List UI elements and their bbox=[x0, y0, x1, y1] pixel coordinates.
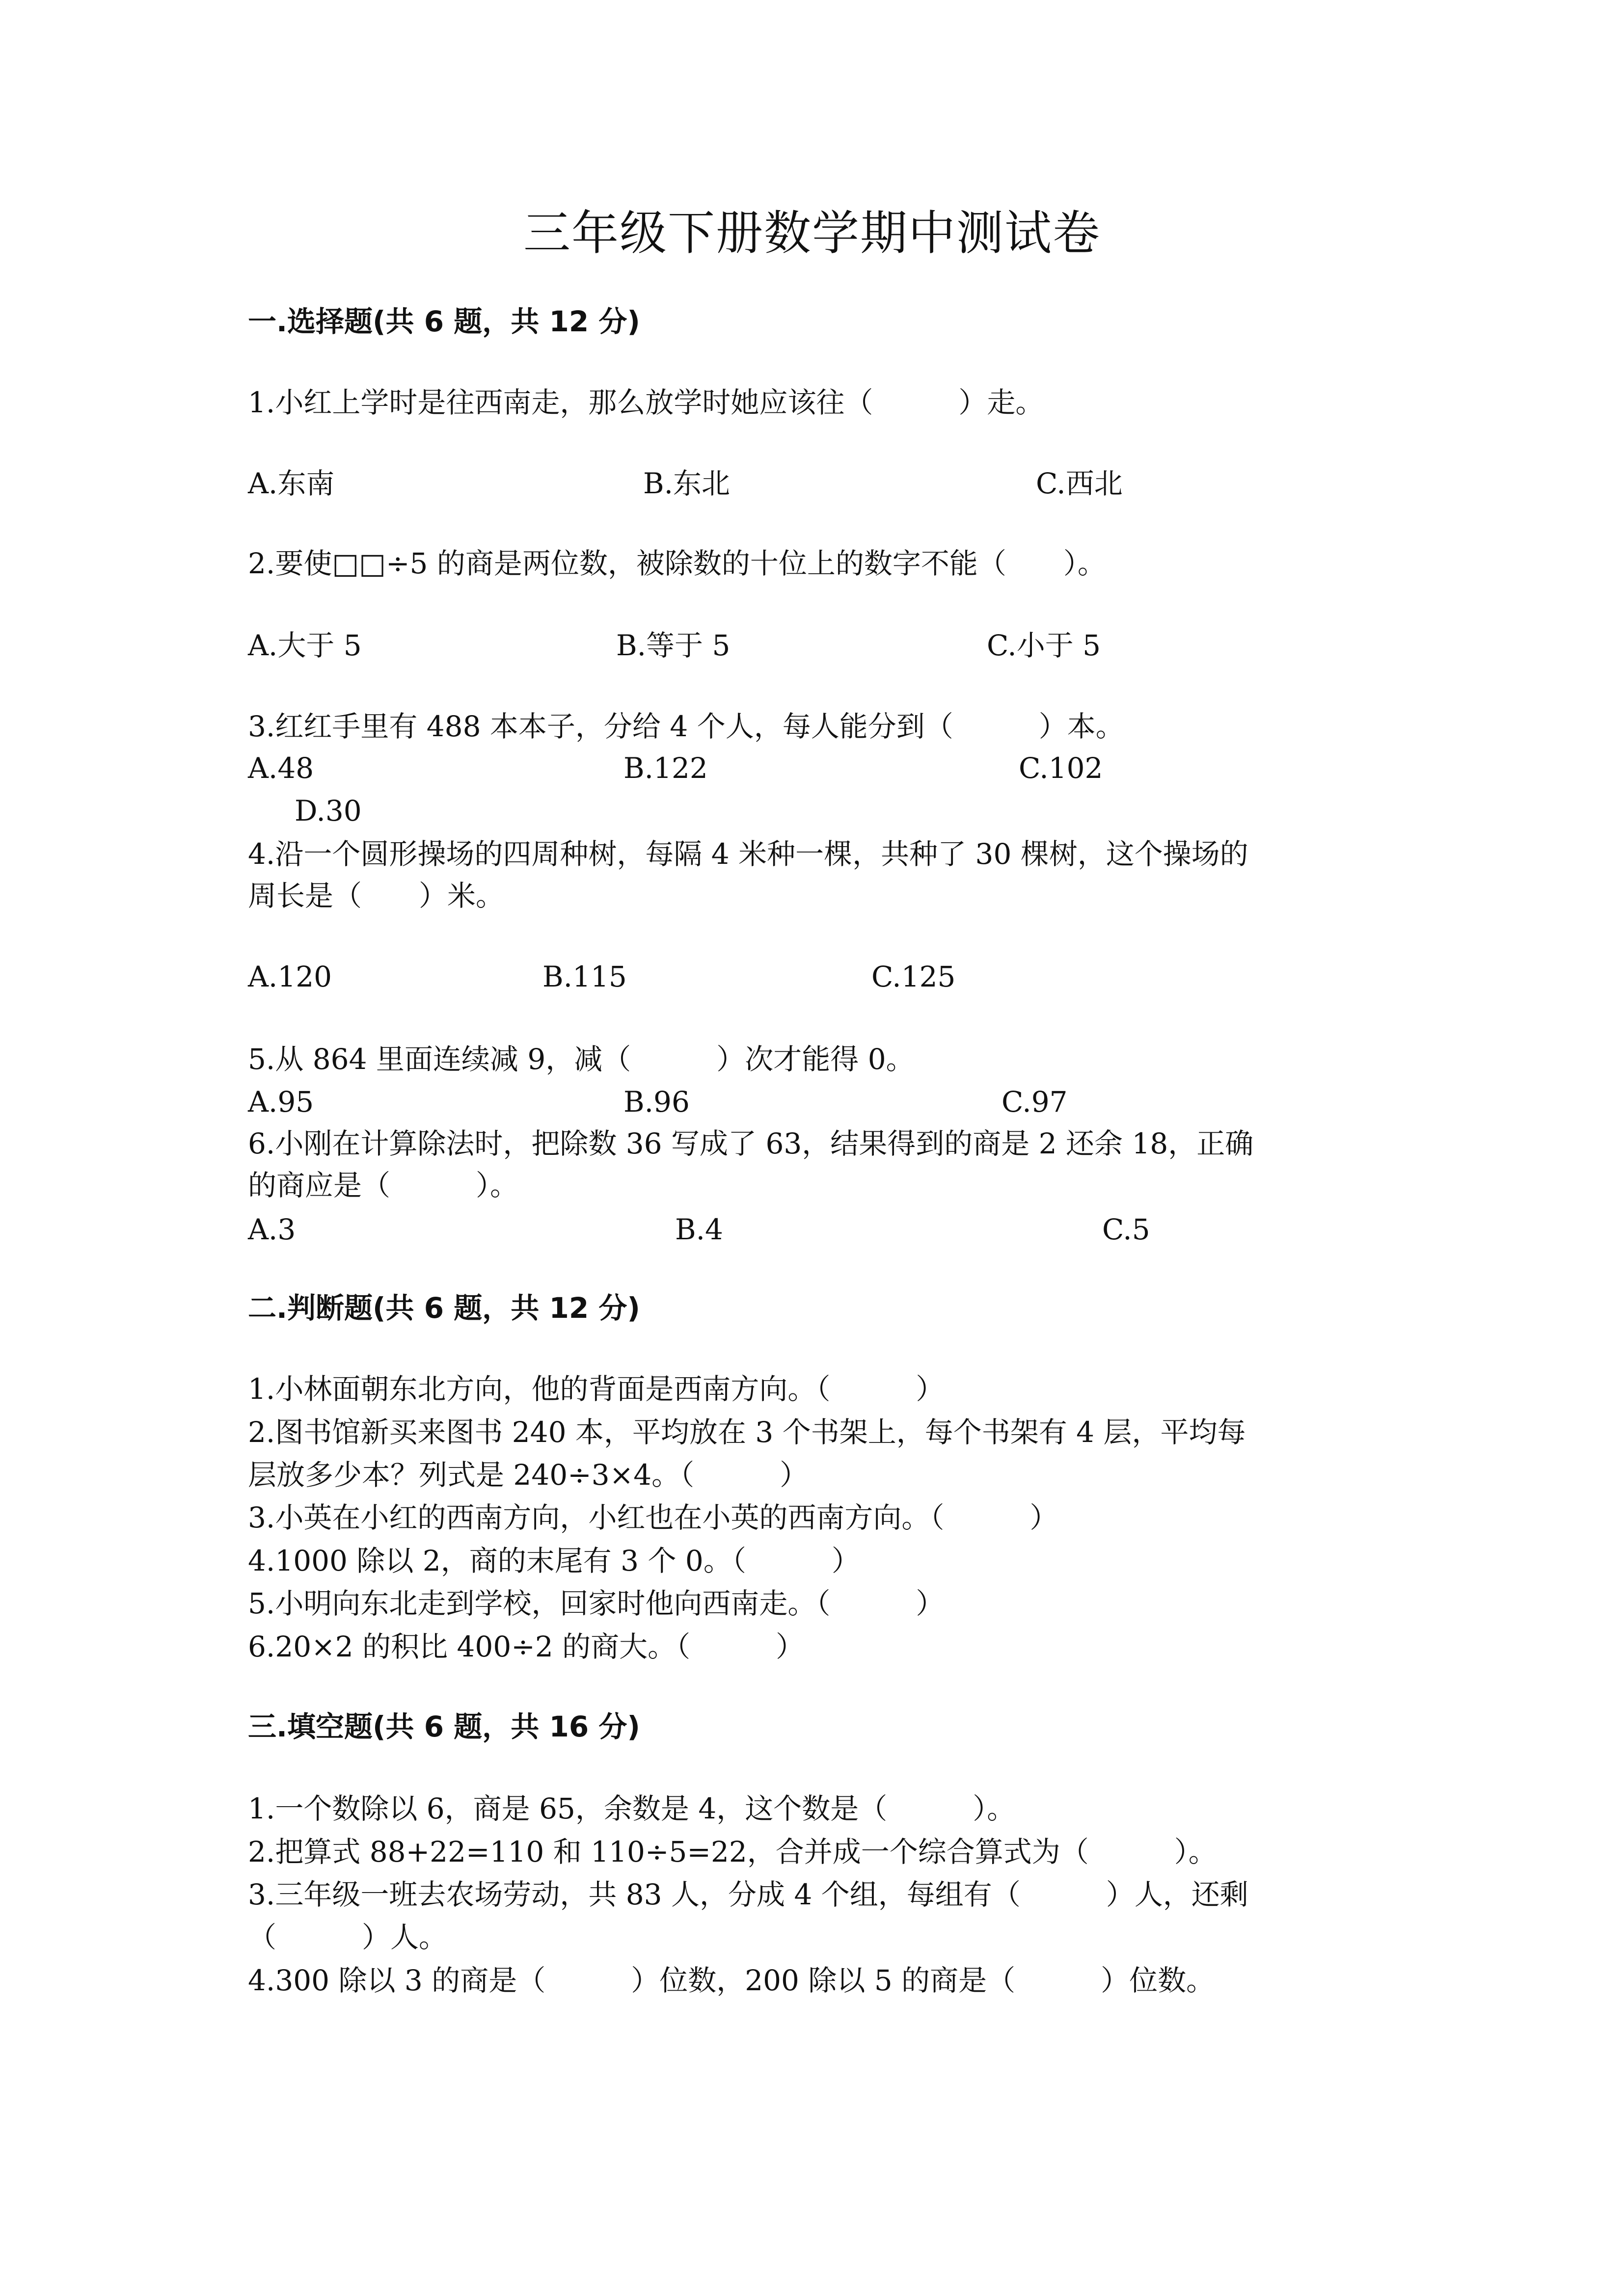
statement: 4.1000 除以 2，商的末尾有 3 个 0。（ ） bbox=[248, 1544, 860, 1577]
question-text-line2: 的商应是（ ）。 bbox=[248, 1169, 519, 1202]
question-text: 2.要使□□÷5 的商是两位数，被除数的十位上的数字不能（ ）。 bbox=[248, 547, 1106, 580]
option-b: B.122 bbox=[623, 751, 708, 785]
question-text: 3.红红手里有 488 本本子，分给 4 个人，每人能分到（ ）本。 bbox=[248, 710, 1124, 743]
fill-blank-item: 1.一个数除以 6，商是 65，余数是 4，这个数是（ ）。 bbox=[248, 1792, 1016, 1825]
question-text-line1: 6.小刚在计算除法时，把除数 36 写成了 63，结果得到的商是 2 还余 18，正确 bbox=[248, 1127, 1254, 1160]
option-a: A.120 bbox=[248, 960, 332, 993]
question-text-line1: 4.沿一个圆形操场的四周种树，每隔 4 米种一棵，共种了 30 棵树，这个操场的 bbox=[248, 837, 1248, 871]
question-text: 5.从 864 里面连续减 9，减（ ）次才能得 0。 bbox=[248, 1042, 915, 1076]
statement: 层放多少本？列式是 240÷3×4。（ ） bbox=[248, 1458, 809, 1492]
statement: 6.20×2 的积比 400÷2 的商大。（ ） bbox=[248, 1630, 805, 1663]
fill-blank-item: 2.把算式 88+22=110 和 110÷5=22，合并成一个综合算式为（ ）。 bbox=[248, 1835, 1217, 1869]
statement: 5.小明向东北走到学校，回家时他向西南走。（ ） bbox=[248, 1587, 945, 1620]
page-title: 三年级下册数学期中测试卷 bbox=[523, 206, 1101, 261]
option-b: B.96 bbox=[623, 1085, 690, 1119]
question-text-line2: 周长是（ ）米。 bbox=[248, 879, 505, 912]
option-b: B.东北 bbox=[643, 467, 731, 500]
option-c: C.102 bbox=[1019, 751, 1103, 785]
fill-blank-item: 4.300 除以 3 的商是（ ）位数，200 除以 5 的商是（ ）位数。 bbox=[248, 1964, 1215, 1997]
section-heading-fill-blank: 三.填空题(共 6 题，共 16 分) bbox=[248, 1710, 640, 1743]
fill-blank-item: 3.三年级一班去农场劳动，共 83 人，分成 4 个组，每组有（ ）人，还剩 bbox=[248, 1878, 1248, 1911]
option-c: C.97 bbox=[1001, 1085, 1068, 1119]
option-c: C.小于 5 bbox=[987, 629, 1101, 662]
option-c: C.西北 bbox=[1036, 467, 1123, 500]
option-a: A.48 bbox=[248, 751, 314, 785]
statement: 3.小英在小红的西南方向，小红也在小英的西南方向。（ ） bbox=[248, 1501, 1058, 1534]
section-heading-multiple-choice: 一.选择题(共 6 题，共 12 分) bbox=[248, 305, 640, 338]
option-a: A.95 bbox=[248, 1085, 314, 1119]
option-b: B.115 bbox=[542, 960, 627, 993]
statement: 1.小林面朝东北方向，他的背面是西南方向。（ ） bbox=[248, 1372, 945, 1406]
option-a: A.3 bbox=[248, 1213, 296, 1246]
option-b: B.等于 5 bbox=[616, 629, 731, 662]
option-a: A.东南 bbox=[248, 467, 335, 500]
option-b: B.4 bbox=[675, 1213, 723, 1246]
fill-blank-item: （ ）人。 bbox=[248, 1921, 448, 1954]
option-d: D.30 bbox=[295, 794, 362, 828]
statement: 2.图书馆新买来图书 240 本，平均放在 3 个书架上，每个书架有 4 层，平均每 bbox=[248, 1415, 1246, 1449]
option-a: A.大于 5 bbox=[248, 629, 362, 662]
option-c: C.5 bbox=[1102, 1213, 1150, 1246]
section-heading-true-false: 二.判断题(共 6 题，共 12 分) bbox=[248, 1291, 640, 1325]
question-text: 1.小红上学时是往西南走，那么放学时她应该往（ ）走。 bbox=[248, 386, 1044, 419]
option-c: C.125 bbox=[871, 960, 956, 993]
